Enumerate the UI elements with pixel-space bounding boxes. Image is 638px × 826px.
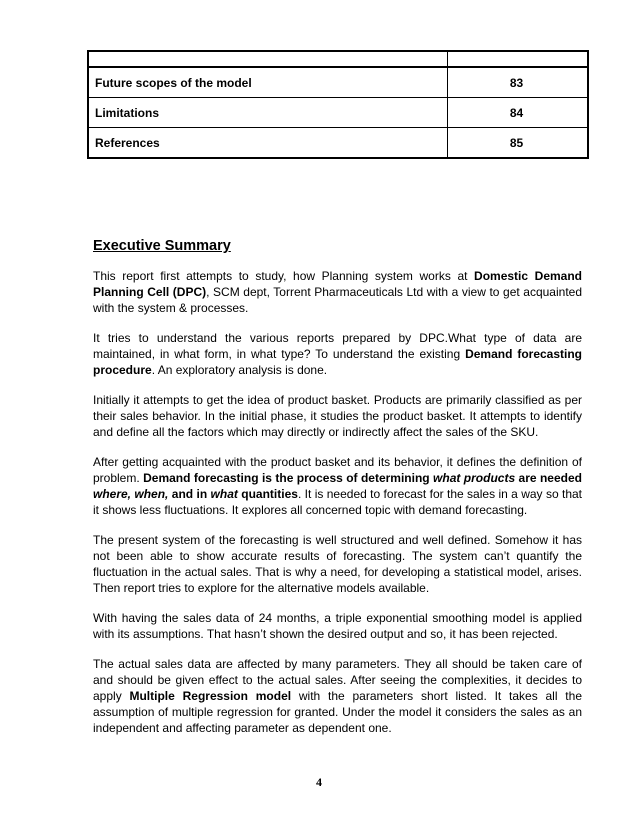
- bold-text: Demand forecasting procedure: [93, 347, 583, 377]
- toc-row: [88, 98, 588, 128]
- bold-italic-text: where, when,: [93, 487, 169, 501]
- bold-text: quantities: [237, 487, 298, 501]
- text: with the parameters short listed. It takes all the assumption of multiple regression for granted. Under the model it considers the sales as an independent and affecting parameter as dependent one.: [93, 689, 582, 735]
- bold-italic-text: what: [210, 487, 238, 501]
- text: After getting acquainted with the product basket and its behavior, it defines the definition of problem.: [93, 455, 582, 485]
- toc-page: 84: [448, 98, 589, 128]
- paragraph: [93, 330, 582, 378]
- bold-text: and in: [168, 487, 211, 501]
- toc-row: [88, 128, 588, 159]
- bold-text: Multiple Regression model: [129, 689, 292, 703]
- toc-row: [88, 67, 588, 98]
- bold-italic-text: what products: [433, 471, 516, 485]
- paragraph: [93, 268, 582, 316]
- text: . An exploratory analysis is done.: [151, 363, 328, 377]
- toc-blank-cell: [448, 51, 589, 67]
- toc-title: References: [88, 128, 448, 159]
- toc-blank-cell: [88, 51, 448, 67]
- paragraph: [93, 454, 582, 518]
- toc-page: 85: [448, 128, 589, 159]
- section-heading: Executive Summary: [93, 238, 231, 254]
- toc-page: 83: [448, 67, 589, 98]
- bold-text: [211, 487, 238, 501]
- text: The actual sales data are affected by many parameters. They all should be taken care of and should be given effect to the actual sales. After seeing the complexities, it decides to apply: [93, 657, 582, 703]
- table-of-contents: [87, 50, 589, 159]
- paragraph: The present system of the forecasting is well structured and well defined. Somehow it has not been able to show accurate results of forecasting. The system can’t quantify the fluctuation in the actual sales. That is why a need, for developing a statistical model, arises. Then report tries to explore for the alternative models available.: [93, 533, 582, 595]
- bold-text: are needed: [515, 471, 582, 485]
- text: It tries to understand the various reports prepared by DPC.What type of data are maintained, in what form, in what type? To understand the existing: [93, 331, 582, 361]
- bold-text: [93, 487, 168, 501]
- bold-text: Domestic Demand Planning Cell (DPC): [93, 269, 582, 299]
- page-number: 4: [316, 775, 322, 789]
- paragraph: With having the sales data of 24 months, a triple exponential smoothing model is applied with its assumptions. That hasn’t shown the desired output and so, it has been rejected.: [93, 611, 582, 641]
- text: , SCM dept, Torrent Pharmaceuticals Ltd with a view to get acquainted with the system & processes.: [93, 285, 582, 315]
- paragraph: [93, 656, 582, 736]
- summary-body: [93, 268, 582, 750]
- bold-text: [433, 471, 515, 485]
- bold-text: Demand forecasting is the process of determining: [143, 471, 434, 485]
- toc-header-row: [88, 51, 588, 67]
- text: . It is needed to forecast for the sales in a way so that it shows less fluctuations. It explores all concerned topic with demand forecasting.: [93, 487, 583, 517]
- toc-title: Future scopes of the model: [88, 67, 448, 98]
- paragraph: Initially it attempts to get the idea of product basket. Products are primarily classified as per their sales behavior. In the initial phase, it studies the product basket. It attempts to identify and define all the factors which may directly or indirectly affect the sales of the SKU.: [93, 393, 582, 439]
- text: This report first attempts to study, how Planning system works at: [93, 269, 475, 283]
- toc-title: Limitations: [88, 98, 448, 128]
